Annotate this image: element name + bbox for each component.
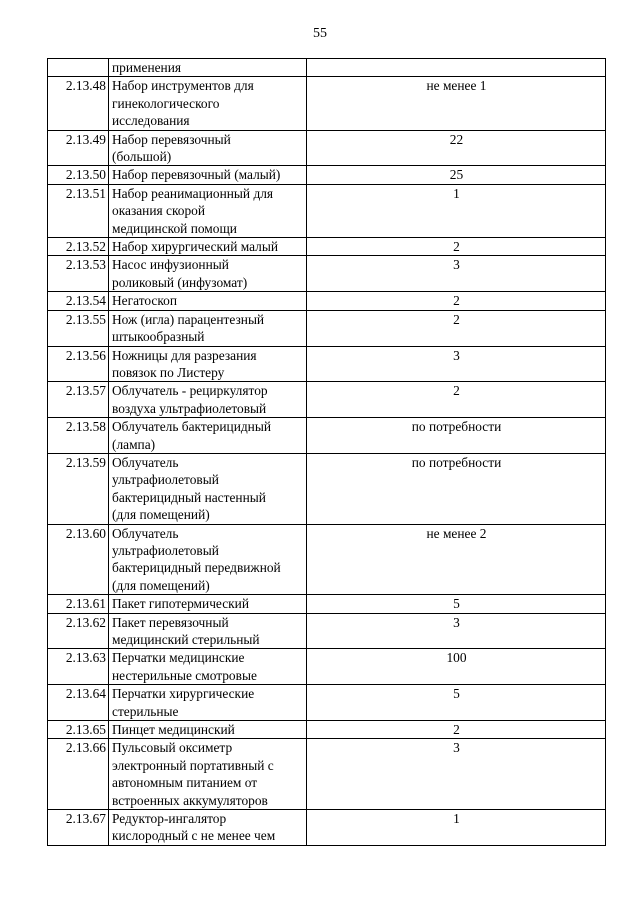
item-number-cell: 2.13.57 bbox=[48, 382, 109, 418]
item-quantity-cell: не менее 2 bbox=[307, 524, 606, 595]
item-quantity-cell: 25 bbox=[307, 166, 606, 184]
table-row bbox=[48, 721, 606, 739]
item-quantity-cell: 2 bbox=[307, 238, 606, 256]
item-quantity-cell: 5 bbox=[307, 595, 606, 613]
table-row bbox=[48, 184, 606, 237]
item-quantity-cell: 3 bbox=[307, 256, 606, 292]
table-row bbox=[48, 238, 606, 256]
item-number-cell: 2.13.66 bbox=[48, 739, 109, 810]
item-number-cell bbox=[48, 59, 109, 77]
item-number-cell: 2.13.51 bbox=[48, 184, 109, 237]
table-row bbox=[48, 685, 606, 721]
item-quantity-cell: 22 bbox=[307, 130, 606, 166]
item-name-cell: Перчатки медицинские нестерильные смотровые bbox=[109, 649, 307, 685]
item-quantity-cell: 1 bbox=[307, 810, 606, 846]
item-number-cell: 2.13.55 bbox=[48, 310, 109, 346]
item-number-cell: 2.13.53 bbox=[48, 256, 109, 292]
item-name-cell: Набор реанимационный для оказания скорой медицинской помощи bbox=[109, 184, 307, 237]
item-number-cell: 2.13.52 bbox=[48, 238, 109, 256]
table-row bbox=[48, 613, 606, 649]
item-name-cell: Облучатель - рециркулятор воздуха ультрафиолетовый bbox=[109, 382, 307, 418]
item-quantity-cell: 2 bbox=[307, 382, 606, 418]
item-name-cell: Набор хирургический малый bbox=[109, 238, 307, 256]
item-name-cell: Облучатель ультрафиолетовый бактерицидный передвижной (для помещений) bbox=[109, 524, 307, 595]
table-row bbox=[48, 739, 606, 810]
item-quantity-cell: 2 bbox=[307, 721, 606, 739]
item-number-cell: 2.13.61 bbox=[48, 595, 109, 613]
item-number-cell: 2.13.58 bbox=[48, 418, 109, 454]
item-name-cell: Облучатель ультрафиолетовый бактерицидный настенный (для помещений) bbox=[109, 453, 307, 524]
item-quantity-cell: по потребности bbox=[307, 453, 606, 524]
item-name-cell: Набор инструментов для гинекологического исследования bbox=[109, 77, 307, 130]
item-name-cell: Пакет гипотермический bbox=[109, 595, 307, 613]
item-number-cell: 2.13.49 bbox=[48, 130, 109, 166]
item-name-cell: Насос инфузионный роликовый (инфузомат) bbox=[109, 256, 307, 292]
item-quantity-cell: 2 bbox=[307, 310, 606, 346]
item-quantity-cell: 3 bbox=[307, 613, 606, 649]
item-name-cell: Пульсовый оксиметр электронный портативный с автономным питанием от встроенных аккумуляторов bbox=[109, 739, 307, 810]
item-quantity-cell: не менее 1 bbox=[307, 77, 606, 130]
item-quantity-cell: 1 bbox=[307, 184, 606, 237]
item-name-cell: Набор перевязочный (большой) bbox=[109, 130, 307, 166]
table-row bbox=[48, 649, 606, 685]
item-name-cell: Нож (игла) парацентезный штыкообразный bbox=[109, 310, 307, 346]
item-name-cell: Перчатки хирургические стерильные bbox=[109, 685, 307, 721]
item-number-cell: 2.13.62 bbox=[48, 613, 109, 649]
table-row bbox=[48, 77, 606, 130]
table-row bbox=[48, 595, 606, 613]
item-quantity-cell bbox=[307, 59, 606, 77]
item-name-cell: Облучатель бактерицидный (лампа) bbox=[109, 418, 307, 454]
item-number-cell: 2.13.48 bbox=[48, 77, 109, 130]
item-name-cell: Набор перевязочный (малый) bbox=[109, 166, 307, 184]
table-row bbox=[48, 524, 606, 595]
item-number-cell: 2.13.63 bbox=[48, 649, 109, 685]
table-row bbox=[48, 166, 606, 184]
item-number-cell: 2.13.56 bbox=[48, 346, 109, 382]
table-row bbox=[48, 810, 606, 846]
item-number-cell: 2.13.67 bbox=[48, 810, 109, 846]
page-number: 55 bbox=[313, 26, 327, 41]
equipment-table bbox=[47, 58, 606, 846]
item-name-cell: Пакет перевязочный медицинский стерильный bbox=[109, 613, 307, 649]
table-row bbox=[48, 310, 606, 346]
item-number-cell: 2.13.60 bbox=[48, 524, 109, 595]
table-row bbox=[48, 346, 606, 382]
item-quantity-cell: 2 bbox=[307, 292, 606, 310]
item-number-cell: 2.13.64 bbox=[48, 685, 109, 721]
item-quantity-cell: 3 bbox=[307, 346, 606, 382]
item-quantity-cell: 3 bbox=[307, 739, 606, 810]
item-quantity-cell: 100 bbox=[307, 649, 606, 685]
item-name-cell: Ножницы для разрезания повязок по Листеру bbox=[109, 346, 307, 382]
table-row bbox=[48, 418, 606, 454]
item-quantity-cell: по потребности bbox=[307, 418, 606, 454]
item-number-cell: 2.13.54 bbox=[48, 292, 109, 310]
table-row bbox=[48, 453, 606, 524]
table-row bbox=[48, 382, 606, 418]
table-row bbox=[48, 130, 606, 166]
item-name-cell: Негатоскоп bbox=[109, 292, 307, 310]
table-row bbox=[48, 59, 606, 77]
equipment-table-body bbox=[48, 59, 606, 846]
item-number-cell: 2.13.59 bbox=[48, 453, 109, 524]
table-row bbox=[48, 292, 606, 310]
table-row bbox=[48, 256, 606, 292]
item-number-cell: 2.13.65 bbox=[48, 721, 109, 739]
item-quantity-cell: 5 bbox=[307, 685, 606, 721]
item-name-cell: Пинцет медицинский bbox=[109, 721, 307, 739]
item-name-cell: Редуктор-ингалятор кислородный с не менее чем bbox=[109, 810, 307, 846]
item-name-cell: применения bbox=[109, 59, 307, 77]
item-number-cell: 2.13.50 bbox=[48, 166, 109, 184]
